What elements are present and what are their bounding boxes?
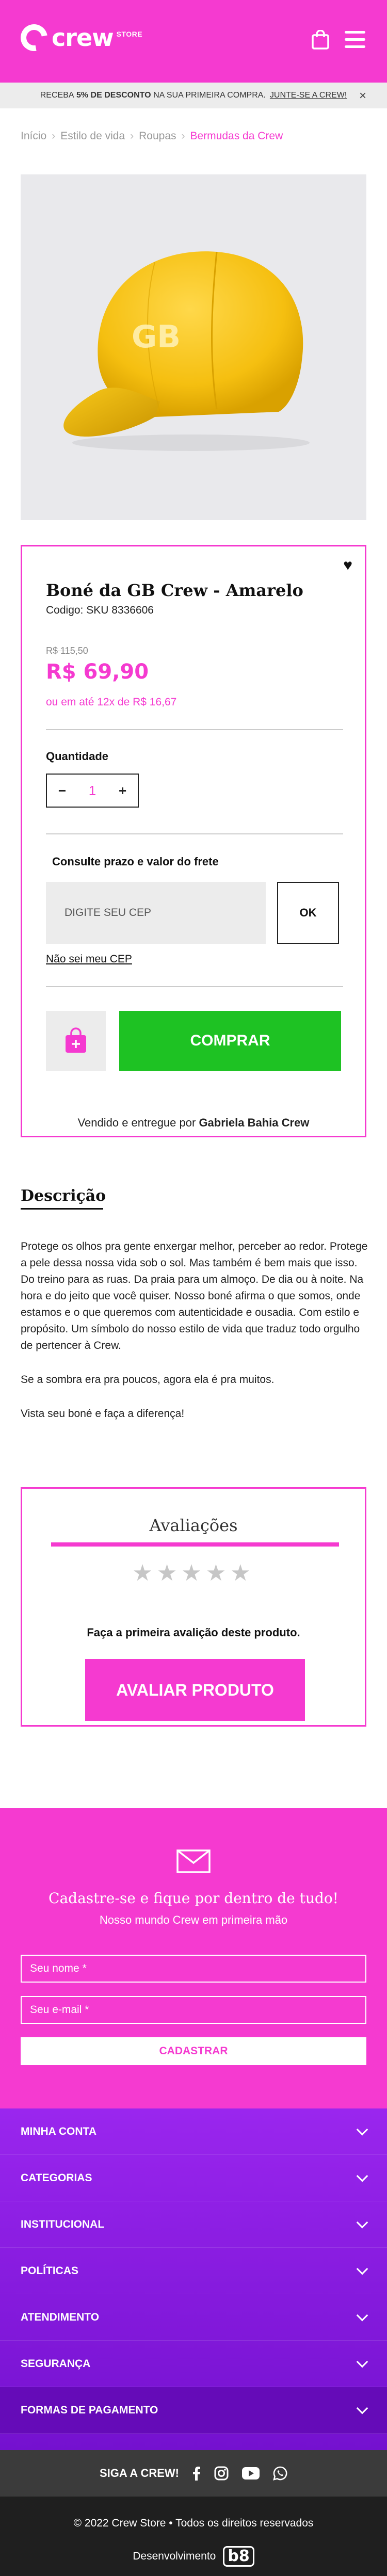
reviews-title: Avaliações	[149, 1516, 238, 1535]
social-label: SIGA A CREW!	[100, 2467, 179, 2480]
chevron-down-icon	[357, 2123, 368, 2135]
buy-button[interactable]: COMPRAR	[119, 1011, 341, 1071]
join-crew-link[interactable]: JUNTE-SE A CREW!	[269, 91, 347, 100]
add-to-bag-icon	[64, 1027, 88, 1054]
no-cep-link[interactable]: Não sei meu CEP	[46, 953, 132, 965]
decrement-button[interactable]: −	[58, 782, 67, 798]
quantity-stepper	[46, 774, 139, 808]
cep-input[interactable]	[46, 882, 266, 944]
footer-item-institutional[interactable]	[0, 2201, 387, 2248]
seller-name: Gabriela Bahia Crew	[199, 1116, 310, 1129]
breadcrumb-home[interactable]: Início	[21, 130, 47, 142]
reviews-underline	[51, 1542, 339, 1547]
close-icon[interactable]: ×	[359, 89, 366, 103]
footer-item-label: FORMAS DE PAGAMENTO	[21, 2404, 158, 2416]
reviews-section	[21, 1487, 366, 1727]
seller-info	[22, 1116, 365, 1130]
footer-item-label: CATEGORIAS	[21, 2171, 92, 2184]
chevron-down-icon	[357, 2402, 368, 2414]
site-header	[0, 0, 387, 83]
logo-suffix: STORE	[116, 30, 143, 38]
footer-item-label: MINHA CONTA	[21, 2125, 96, 2137]
name-field[interactable]	[21, 1955, 366, 1983]
footer-item-categories[interactable]	[0, 2155, 387, 2201]
promo-highlight: 5% DE DESCONTO	[76, 91, 151, 100]
breadcrumb-separator: ›	[181, 130, 185, 142]
breadcrumb-clothes[interactable]: Roupas	[139, 130, 176, 142]
price: R$ 69,90	[46, 660, 149, 684]
review-product-button[interactable]: AVALIAR PRODUTO	[85, 1659, 305, 1721]
description-paragraph: Se a sombra era pra poucos, agora ela é pra muitos.	[21, 1374, 275, 1386]
facebook-icon[interactable]	[192, 2466, 201, 2481]
divider	[46, 986, 343, 987]
product-title: Boné da GB Crew - Amarelo	[46, 581, 303, 600]
footer-item-label: POLÍTICAS	[21, 2264, 79, 2277]
newsletter-section	[0, 1808, 387, 2108]
divider	[46, 833, 343, 834]
shipping-label: Consulte prazo e valor do frete	[52, 855, 219, 868]
reviews-empty-text: Faça a primeira avalição deste produto.	[87, 1626, 300, 1639]
cap-illustration	[21, 174, 366, 520]
chevron-down-icon	[357, 2170, 368, 2182]
promo-prefix: RECEBA	[40, 91, 74, 100]
divider	[46, 729, 343, 730]
breadcrumb-separator: ›	[130, 130, 134, 142]
whatsapp-icon[interactable]	[273, 2466, 287, 2481]
chevron-down-icon	[357, 2309, 368, 2321]
seller-prefix: Vendido e entregue por	[77, 1116, 196, 1129]
star-rating[interactable]: ★★★★★	[132, 1560, 255, 1586]
developer-logo[interactable]: b8	[223, 2546, 254, 2567]
increment-button[interactable]: +	[118, 782, 127, 798]
footer-item-payment[interactable]	[0, 2387, 387, 2434]
chevron-down-icon	[357, 2263, 368, 2275]
hamburger-menu-icon[interactable]	[345, 31, 365, 49]
description-body	[21, 1238, 369, 1440]
footer-item-label: SEGURANÇA	[21, 2357, 91, 2370]
envelope-icon	[176, 1849, 211, 1873]
breadcrumb	[21, 130, 288, 142]
copyright: © 2022 Crew Store • Todos os direitos reservados	[73, 2517, 314, 2529]
chevron-down-icon	[357, 2216, 368, 2228]
description-paragraph: Vista seu boné e faça a diferença!	[21, 1408, 185, 1420]
description-title: Descrição	[21, 1187, 106, 1210]
developer-label: Desenvolvimento	[133, 2550, 216, 2562]
installments: ou em até 12x de R$ 16,67	[46, 696, 177, 708]
footer-item-support[interactable]	[0, 2294, 387, 2341]
footer-item-security[interactable]	[0, 2341, 387, 2387]
footer-item-policies[interactable]	[0, 2248, 387, 2294]
quantity-label: Quantidade	[46, 750, 109, 763]
logo[interactable]	[21, 24, 142, 52]
product-card	[21, 545, 366, 1137]
promo-banner	[0, 83, 387, 108]
product-code: Codigo: SKU 8336606	[46, 604, 154, 616]
old-price: R$ 115,50	[46, 646, 88, 656]
breadcrumb-separator: ›	[52, 130, 56, 142]
developer-credit	[0, 2546, 387, 2567]
promo-suffix: NA SUA PRIMEIRA COMPRA.	[153, 91, 266, 100]
breadcrumb-current: Bermudas da Crew	[190, 130, 283, 142]
subscribe-button[interactable]: CADASTRAR	[21, 2037, 366, 2065]
logo-mark-icon	[15, 19, 53, 56]
instagram-icon[interactable]	[214, 2466, 229, 2481]
heart-icon[interactable]: ♥	[343, 557, 352, 574]
quantity-value[interactable]: 1	[88, 782, 96, 798]
shopping-bag-icon[interactable]	[312, 30, 329, 50]
email-field[interactable]	[21, 1996, 366, 2024]
footer-bottom	[0, 2497, 387, 2576]
footer-item-label: INSTITUCIONAL	[21, 2218, 105, 2230]
add-to-bag-button[interactable]	[46, 1011, 106, 1071]
chevron-down-icon	[357, 2356, 368, 2368]
youtube-icon[interactable]	[242, 2467, 260, 2480]
footer-menu	[0, 2108, 387, 2450]
logo-text: crew	[52, 24, 114, 52]
footer-item-label: ATENDIMENTO	[21, 2311, 100, 2323]
social-bar	[0, 2450, 387, 2497]
ok-button[interactable]: OK	[277, 882, 339, 944]
breadcrumb-lifestyle[interactable]: Estilo de vida	[60, 130, 125, 142]
footer-item-my-account[interactable]	[0, 2108, 387, 2155]
product-image[interactable]	[21, 174, 366, 520]
svg-text:GB: GB	[132, 319, 181, 355]
description-paragraph: Protege os olhos pra gente enxergar melhor, perceber ao redor. Protege a pele dessa nossa vida sob o sol. Mas também é bem mais que isso. Do treino para as ruas. Da praia para um almoço. De dia ou à noite. Na hora e do jeito que você quiser. Nosso boné afirma o que somos, onde estamos e o que queremos com autenticidade e ousadia. Com estilo e propósito. Um símbolo do nosso estilo de vida que traduz todo orgulho de pertencer à Crew.	[21, 1241, 368, 1351]
newsletter-title: Cadastre-se e fique por dentro de tudo!	[49, 1890, 338, 1907]
newsletter-subtitle: Nosso mundo Crew em primeira mão	[99, 1913, 288, 1926]
